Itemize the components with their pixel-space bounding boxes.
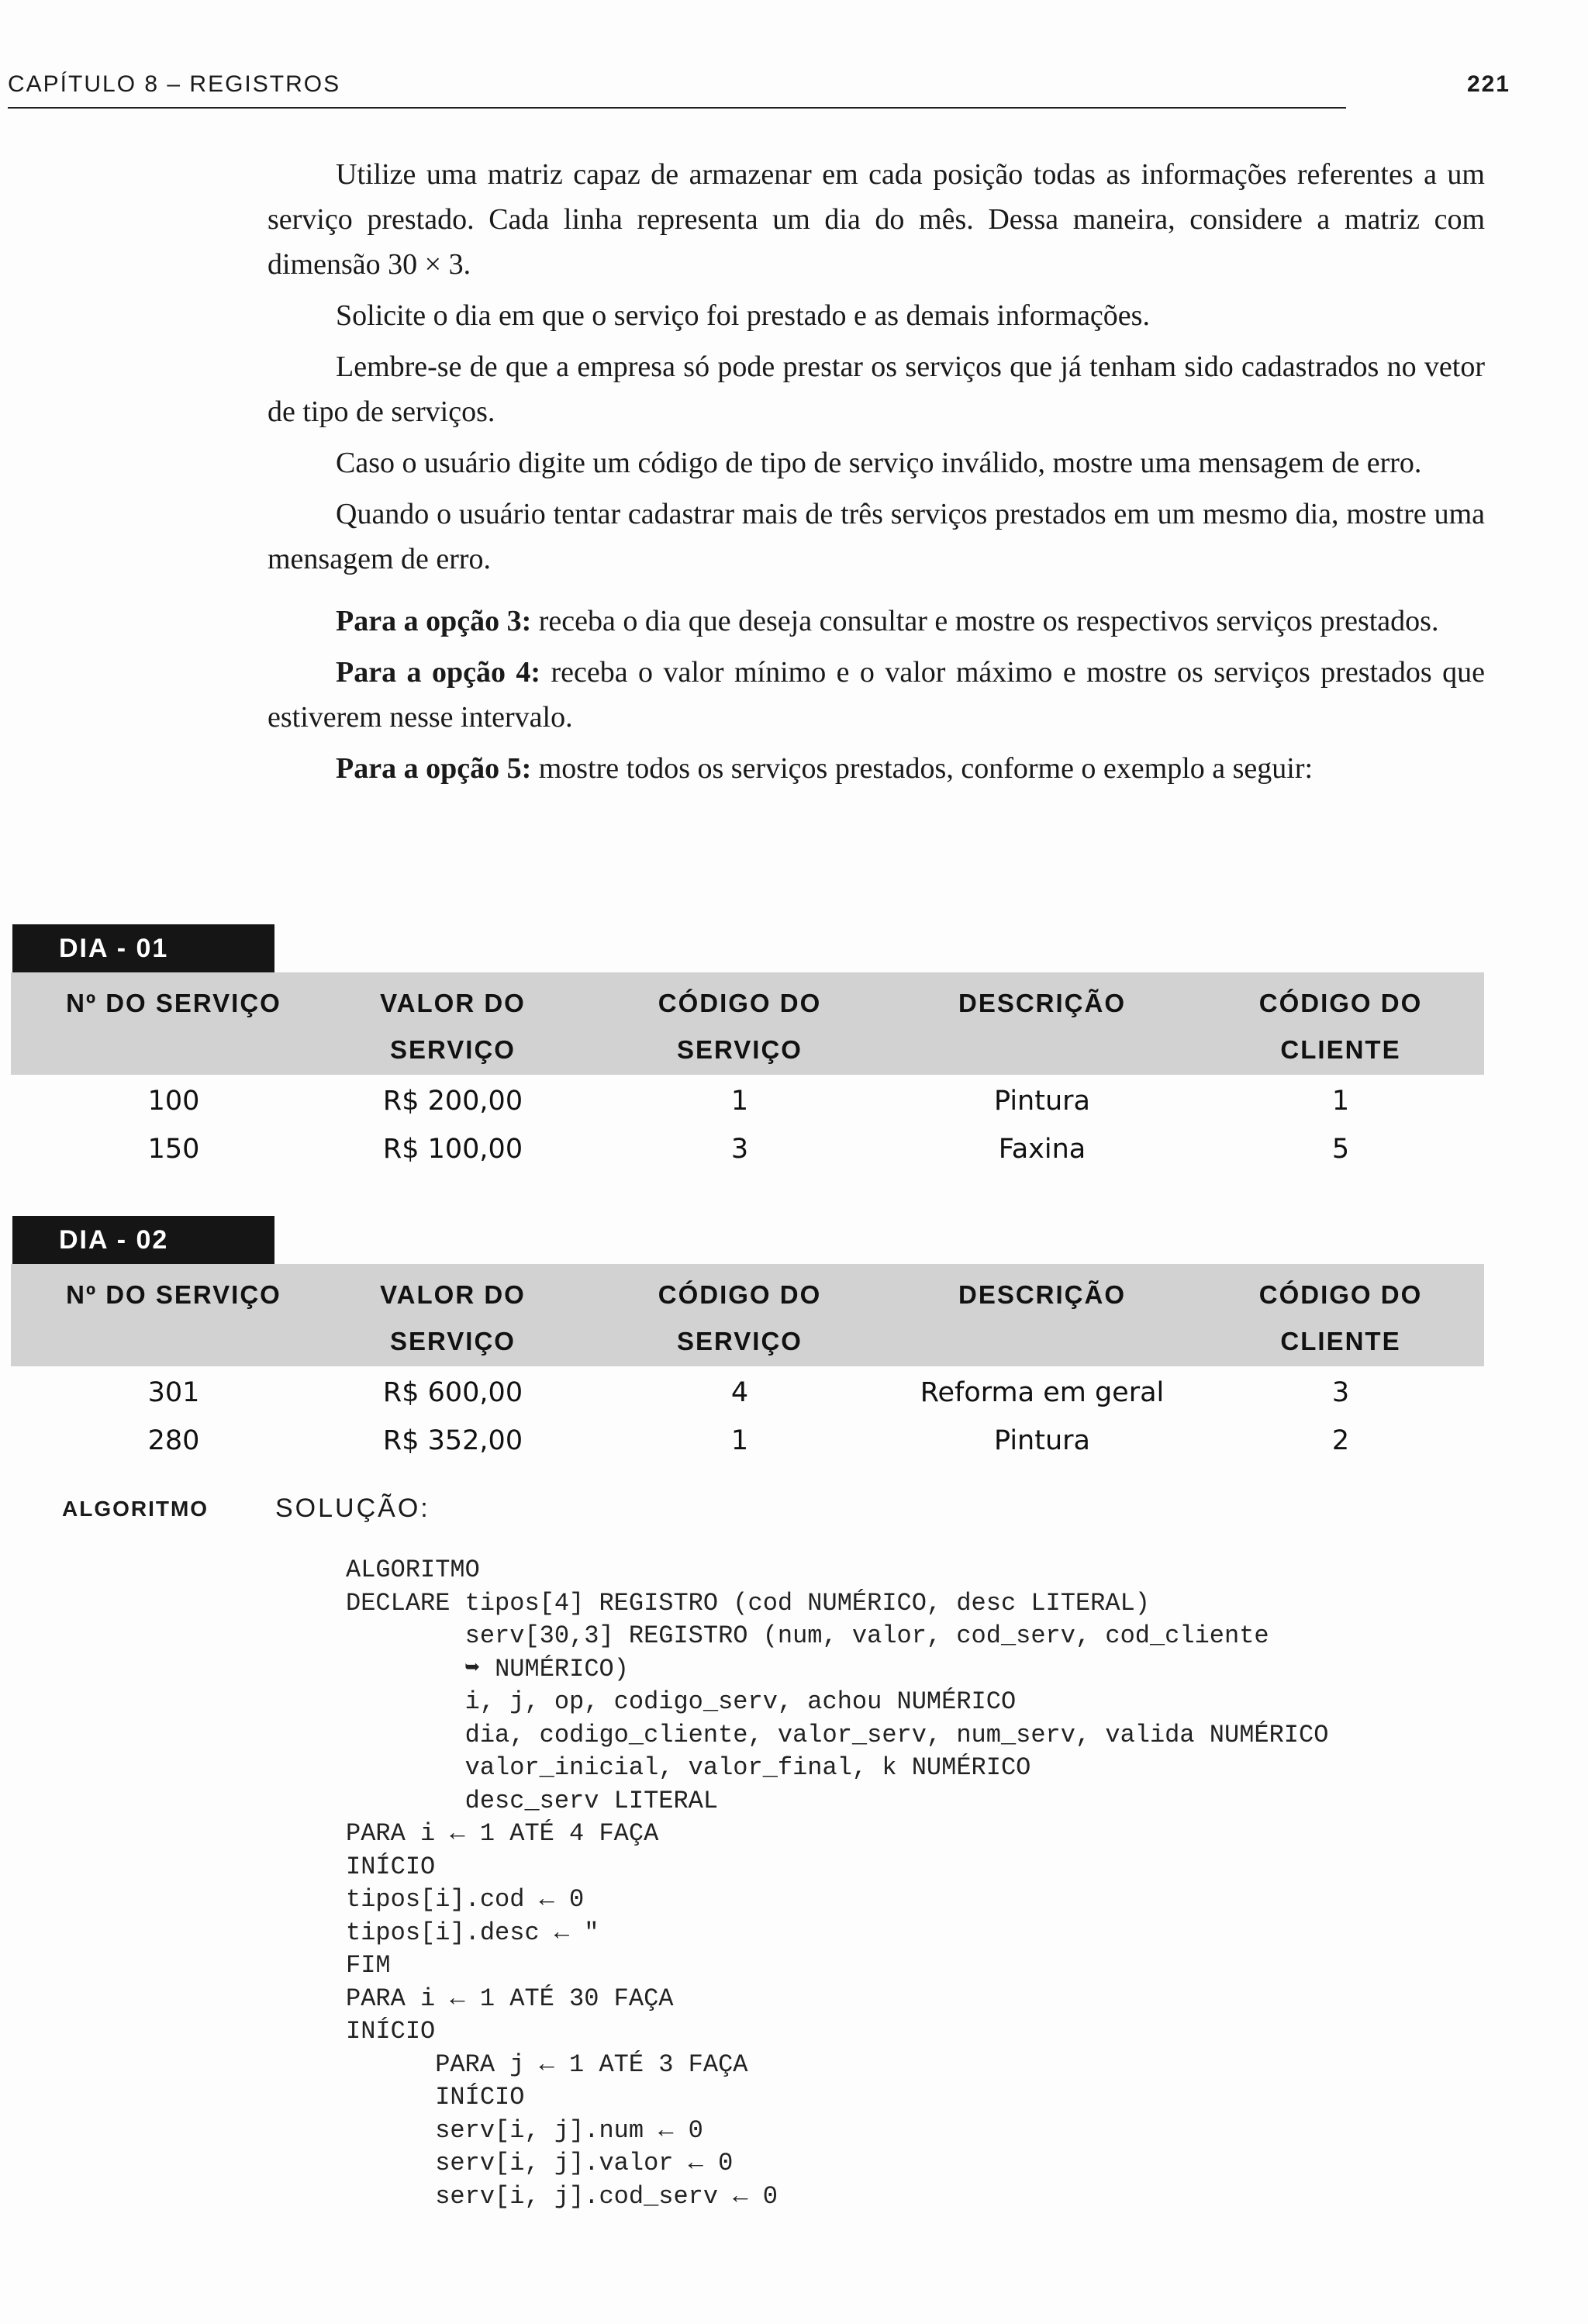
paragraph-max-services: Quando o usuário tentar cadastrar mais de três serviços prestados em um mesmo dia, mostre uma mensagem de erro. — [268, 498, 1485, 575]
paragraph-option-5 — [268, 746, 1485, 791]
header-client-code: CÓDIGO DO CLIENTE — [1258, 1280, 1423, 1355]
cell-description: Faxina — [998, 1134, 1086, 1165]
code-line: serv[i, j].valor ← 0 — [346, 2149, 734, 2177]
paragraph-option-3 — [268, 599, 1485, 644]
cell-client-code: 3 — [1331, 1377, 1350, 1408]
code-line: tipos[i].cod ← 0 — [346, 1885, 585, 1914]
table-body — [11, 1373, 1484, 1469]
header-service-code: CÓDIGO DO SERVIÇO — [658, 1280, 822, 1355]
cell-service-value: R$ 100,00 — [382, 1134, 523, 1165]
code-line: ➥ NUMÉRICO) — [346, 1654, 629, 1683]
cell-service-value: R$ 600,00 — [382, 1377, 523, 1408]
option-4-label: Para a opção 4: — [336, 656, 541, 689]
table-row — [11, 1081, 1484, 1129]
cell-description: Reforma em geral — [920, 1377, 1165, 1408]
code-line: PARA i ← 1 ATÉ 30 FAÇA — [346, 1984, 674, 2013]
option-5-label: Para a opção 5: — [336, 752, 532, 785]
header-service-value: VALOR DO SERVIÇO — [380, 1280, 526, 1355]
cell-service-code: 1 — [730, 1425, 749, 1456]
header-service-value: VALOR DO SERVIÇO — [380, 989, 526, 1064]
code-line: i, j, op, codigo_serv, achou NUMÉRICO — [346, 1687, 1017, 1716]
code-line: serv[30,3] REGISTRO (num, valor, cod_serv, cod_cliente — [346, 1621, 1269, 1650]
option-3-label: Para a opção 3: — [336, 605, 532, 637]
table-header — [11, 1264, 1484, 1366]
code-line: DECLARE tipos[4] REGISTRO (cod NUMÉRICO, desc LITERAL) — [346, 1588, 1150, 1618]
cell-service-code: 1 — [730, 1086, 749, 1117]
cell-client-code: 5 — [1331, 1134, 1350, 1165]
page-number: 221 — [1466, 71, 1510, 97]
algorithm-side-label: ALGORITMO — [62, 1497, 209, 1521]
code-line: INÍCIO — [346, 2083, 525, 2112]
code-line: serv[i, j].num ← 0 — [346, 2115, 703, 2145]
paragraph-invalid-code: Caso o usuário digite um código de tipo de serviço inválido, mostre uma mensagem de erro. — [336, 447, 1422, 479]
paragraph-registered-services: Lembre-se de que a empresa só pode prestar os serviços que já tenham sido cadastrados no vetor de tipo de serviços. — [268, 350, 1485, 428]
code-line: tipos[i].desc ← " — [346, 1918, 599, 1947]
option-5-text: mostre todos os serviços prestados, conforme o exemplo a seguir: — [531, 752, 1314, 785]
table-body — [11, 1081, 1484, 1177]
cell-client-code: 1 — [1331, 1086, 1350, 1117]
code-line: PARA j ← 1 ATÉ 3 FAÇA — [346, 2049, 748, 2079]
chapter-title: CAPÍTULO 8 – REGISTROS — [8, 71, 341, 97]
paragraph-matrix: Utilize uma matriz capaz de armazenar em cada posição todas as informações referentes a um serviço prestado. Cada linha representa um dia do mês. Dessa maneira, considere a matriz com dimensão 30 × 3. — [268, 158, 1485, 281]
paragraph-request-day: Solicite o dia em que o serviço foi prestado e as demais informações. — [336, 299, 1150, 332]
code-line: serv[i, j].cod_serv ← 0 — [346, 2181, 778, 2211]
header-description: DESCRIÇÃO — [958, 989, 1127, 1017]
day-label: DIA - 02 — [12, 1216, 274, 1264]
header-service-code: CÓDIGO DO SERVIÇO — [658, 989, 822, 1064]
header-service-number: Nº DO SERVIÇO — [66, 989, 281, 1017]
algorithm-code — [346, 1554, 1328, 2213]
header-service-number: Nº DO SERVIÇO — [66, 1280, 281, 1309]
cell-service-number: 150 — [147, 1134, 200, 1165]
cell-service-value: R$ 352,00 — [382, 1425, 523, 1456]
code-line: INÍCIO — [346, 1852, 436, 1881]
table-row — [11, 1373, 1484, 1421]
option-3-text: receba o dia que deseja consultar e mostre os respectivos serviços prestados. — [531, 605, 1439, 637]
table-row — [11, 1421, 1484, 1469]
table-header — [11, 972, 1484, 1075]
code-line: ALGORITMO — [346, 1556, 480, 1584]
solution-label: SOLUÇÃO: — [275, 1494, 430, 1523]
cell-service-value: R$ 200,00 — [382, 1086, 523, 1117]
cell-service-number: 280 — [147, 1425, 200, 1456]
code-line: FIM — [346, 1951, 391, 1980]
paragraph-option-4 — [268, 650, 1485, 740]
cell-client-code: 2 — [1331, 1425, 1350, 1456]
body-text — [268, 152, 1485, 797]
day-label: DIA - 01 — [12, 924, 274, 972]
header-description: DESCRIÇÃO — [958, 1280, 1127, 1309]
code-line: valor_inicial, valor_final, k NUMÉRICO — [346, 1753, 1031, 1782]
cell-service-code: 4 — [730, 1377, 749, 1408]
header-rule — [8, 107, 1346, 109]
table-row — [11, 1129, 1484, 1177]
cell-service-number: 100 — [147, 1086, 200, 1117]
code-line: dia, codigo_cliente, valor_serv, num_serv, valida NUMÉRICO — [346, 1720, 1329, 1749]
cell-description: Pintura — [994, 1425, 1090, 1456]
option-4-text: receba o valor mínimo e o valor máximo e mostre os serviços prestados que estiverem nesse intervalo. — [268, 656, 1485, 734]
cell-service-number: 301 — [147, 1377, 200, 1408]
code-line: PARA i ← 1 ATÉ 4 FAÇA — [346, 1819, 659, 1848]
cell-description: Pintura — [994, 1086, 1090, 1117]
cell-service-code: 3 — [730, 1134, 749, 1165]
code-line: desc_serv LITERAL — [346, 1786, 719, 1815]
header-client-code: CÓDIGO DO CLIENTE — [1258, 989, 1423, 1064]
code-line: INÍCIO — [346, 2017, 436, 2046]
